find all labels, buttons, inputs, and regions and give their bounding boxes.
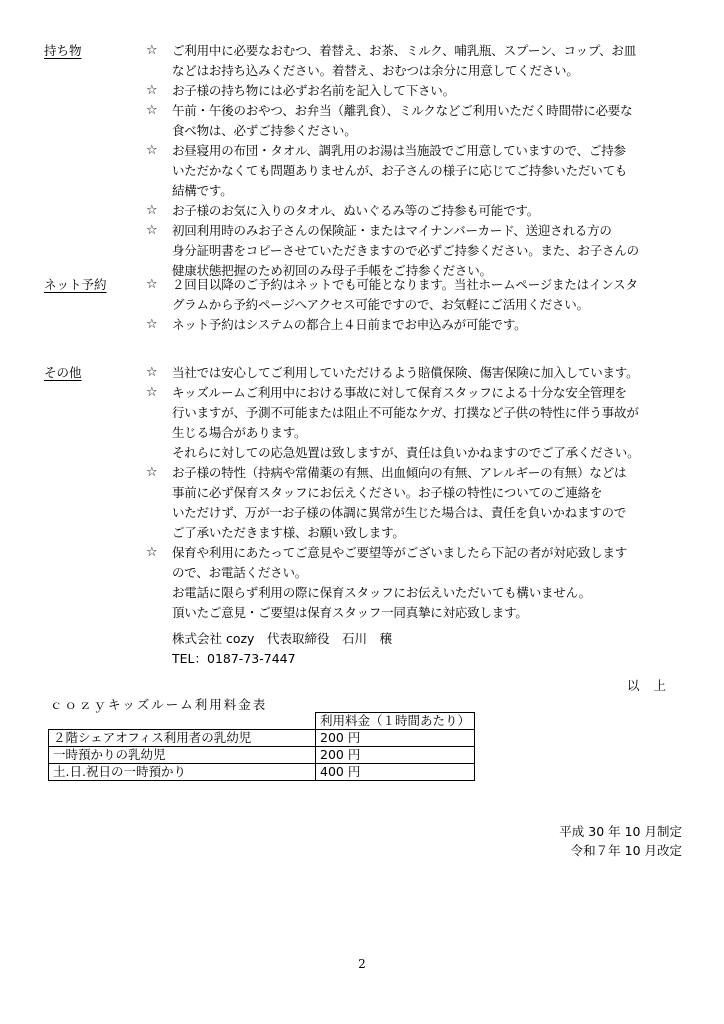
star-icon: ☆	[146, 365, 158, 380]
item-line: 健康状態把握のため初回のみ母子手帳をご持参ください。	[172, 263, 492, 278]
star-icon: ☆	[146, 385, 158, 400]
item-line: 結構です。	[172, 183, 233, 198]
item-list	[144, 363, 686, 669]
star-icon: ☆	[146, 43, 158, 58]
table-row	[49, 747, 475, 764]
table-header-row	[49, 713, 475, 730]
item-line: 身分証明書をコピーさせていただきますので必ずご持参ください。また、お子さんの	[172, 243, 639, 258]
list-item	[144, 81, 686, 101]
item-line: 生じる場合があります。	[172, 425, 307, 440]
item-list	[144, 275, 686, 335]
list-item	[144, 543, 686, 623]
table-cell-empty	[49, 713, 316, 730]
item-line: グラムから予約ページへアクセス可能ですので、お気軽にご活用ください。	[172, 297, 589, 312]
item-line: などはお持ち込みください。着替え、おむつは余分に用意してください。	[172, 63, 579, 78]
table-cell-price: 400 円	[316, 764, 475, 781]
item-line: ご利用中に必要なおむつ、着替え、お茶、ミルク、哺乳瓶、スプーン、コップ、お皿	[172, 43, 637, 58]
item-line: ので、お電話ください。	[172, 565, 308, 580]
item-line: お子様のお気に入りのタオル、ぬいぐるみ等のご持参も可能です。	[172, 203, 540, 218]
list-item	[144, 463, 686, 543]
table-row	[49, 730, 475, 747]
revised-date: 令和７年 10 月改定	[570, 843, 682, 858]
item-line: ２回目以降のご予約はネットでも可能となります。当社ホームページまたはインスタ	[172, 277, 638, 292]
item-line: ご了承いただきます様、お願い致します。	[172, 525, 405, 540]
list-item	[144, 41, 686, 81]
star-icon: ☆	[146, 143, 158, 158]
list-item	[144, 201, 686, 221]
item-line: キッズルームご利用中における事故に対して保育スタッフによる十分な安全管理を	[172, 385, 627, 400]
table-row	[49, 764, 475, 781]
section-title: その他	[44, 365, 82, 380]
star-icon: ☆	[146, 277, 158, 292]
item-list	[144, 41, 686, 281]
list-item	[144, 141, 686, 201]
table-header-cell: 利用料金（１時間あたり）	[316, 713, 475, 730]
table-cell-price: 200 円	[316, 747, 475, 764]
fee-table	[48, 712, 475, 781]
item-line: 保育や利用にあたってご意見やご要望等がございましたら下記の者が対応致します	[172, 545, 628, 560]
item-line: いただかなくても問題ありませんが、お子さんの様子に応じてご持参いただいても	[172, 163, 628, 178]
enacted-date: 平成 30 年 10 月制定	[559, 824, 682, 839]
star-icon: ☆	[146, 545, 158, 560]
list-item	[144, 275, 686, 315]
item-line: 当社では安心してご利用していただけるよう賠償保険、傷害保険に加入しています。	[172, 365, 639, 380]
table-cell-category: 土.日.祝日の一時預かり	[49, 764, 316, 781]
item-line: 初回利用時のみお子さんの保険証・またはマイナンバーカード、送迎される方の	[172, 223, 612, 238]
table-cell-category: ２階シェアオフィス利用者の乳幼児	[49, 730, 316, 747]
list-item	[144, 101, 686, 141]
item-line: いただけず、万が一お子様の体調に異常が生じた場合は、責任を負いかねますので	[172, 505, 627, 520]
table-cell-price: 200 円	[316, 730, 475, 747]
star-icon: ☆	[146, 103, 158, 118]
list-item	[144, 315, 686, 335]
fee-table-title: ｃｏｚｙキッズルーム利用料金表	[50, 697, 268, 712]
contact-block	[144, 629, 686, 669]
item-line: 事前に必ず保育スタッフにお伝えください。お子様の特性についてのご連絡を	[172, 485, 603, 500]
page-number: 2	[358, 957, 366, 971]
item-line: お電話に限らず利用の際に保育スタッフにお伝えいただいても構いません。	[172, 585, 591, 600]
star-icon: ☆	[146, 317, 158, 332]
list-item	[144, 221, 686, 281]
star-icon: ☆	[146, 223, 158, 238]
closing-text: 以上	[626, 678, 680, 693]
item-line: お昼寝用の布団・タオル、調乳用のお湯は当施設でご用意していますので、ご持参	[172, 143, 626, 158]
item-line: それらに対しての応急処置は致しますが、責任は負いかねますのでご了承ください。	[172, 445, 640, 460]
company-name: 株式会社 cozy 代表取締役 石川 穣	[172, 631, 392, 646]
item-line: 午前・午後のおやつ、お弁当（離乳食）、ミルクなどご利用いただく時間帯に必要な	[172, 103, 633, 118]
item-line: お子様の持ち物には必ずお名前を記入して下さい。	[172, 83, 455, 98]
star-icon: ☆	[146, 203, 158, 218]
star-icon: ☆	[146, 465, 158, 480]
item-line: 食べ物は、必ずご持参ください。	[172, 123, 357, 138]
section-title: ネット予約	[44, 277, 107, 292]
item-line: 行いますが、予測不可能または阻止不可能なケガ、打撲など子供の特性に伴う事故が	[172, 405, 639, 420]
item-line: ネット予約はシステムの都合上４日前までお申込みが可能です。	[172, 317, 527, 332]
section-title: 持ち物	[44, 43, 82, 58]
list-item	[144, 363, 686, 383]
item-line: お子様の特性（持病や常備薬の有無、出血傾向の有無、アレルギーの有無）などは	[172, 465, 627, 480]
star-icon: ☆	[146, 83, 158, 98]
table-cell-category: 一時預かりの乳幼児	[49, 747, 316, 764]
revision-dates	[559, 822, 682, 860]
list-item	[144, 383, 686, 463]
item-line: 頂いたご意見・ご要望は保育スタッフ一同真摯に対応致します。	[172, 605, 528, 620]
phone-number: TEL：0187-73-7447	[172, 651, 296, 666]
